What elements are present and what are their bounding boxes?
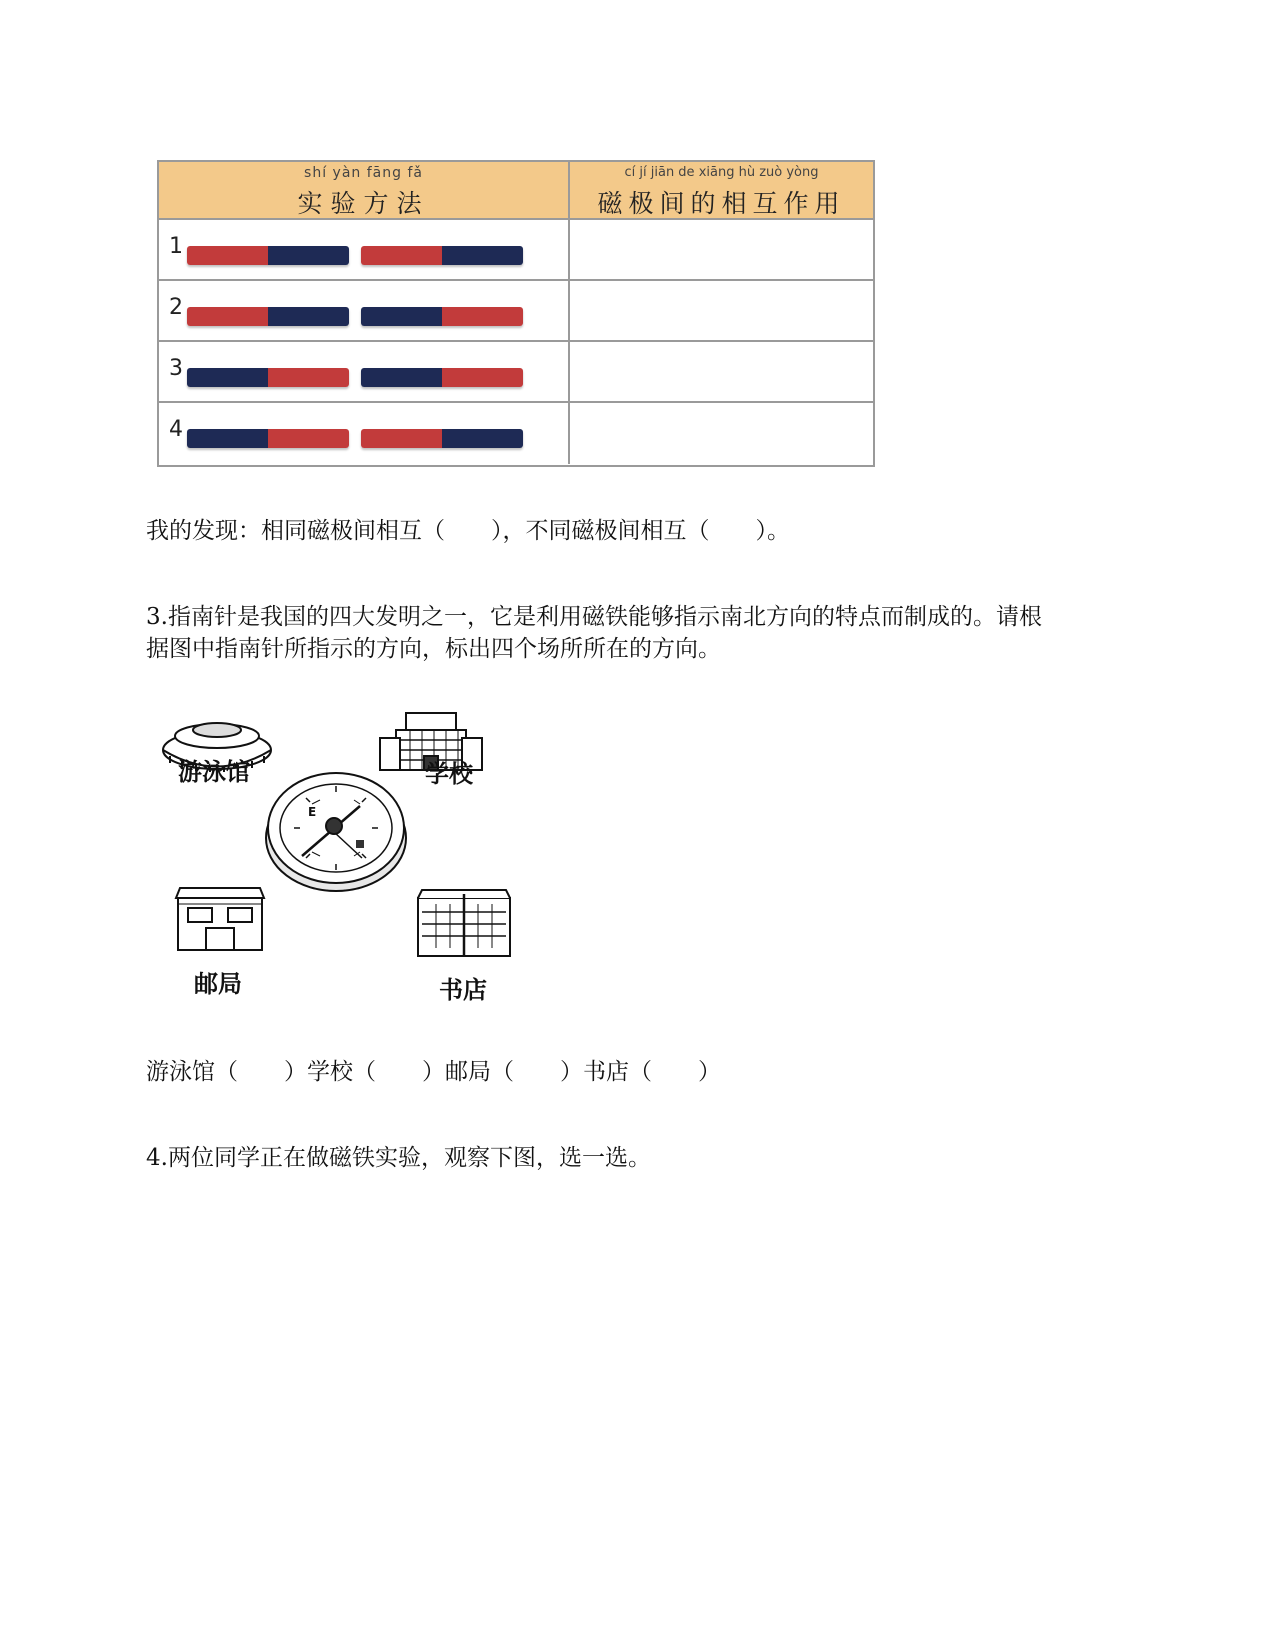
row-number: 3 xyxy=(169,356,183,381)
interaction-answer-cell[interactable] xyxy=(570,403,873,464)
bar-magnet-icon xyxy=(187,368,349,387)
table-row xyxy=(159,403,873,464)
experiment-method-cell xyxy=(159,281,570,340)
header-right-pinyin: cí jí jiān de xiāng hù zuò yòng xyxy=(624,165,819,180)
question-4: 4.两位同学正在做磁铁实验，观察下图，选一选。 xyxy=(146,1145,651,1171)
header-left-title: 实验方法 xyxy=(297,189,430,218)
table-row xyxy=(159,281,873,342)
header-right-title: 磁极间的相互作用 xyxy=(597,189,846,218)
row-number: 1 xyxy=(169,234,183,259)
experiment-method-cell xyxy=(159,220,570,279)
label-school: 学校 xyxy=(425,760,473,788)
interaction-answer-cell[interactable] xyxy=(570,342,873,401)
bar-magnet-icon xyxy=(361,368,523,387)
question-3-line-1: 3.指南针是我国的四大发明之一，它是利用磁铁能够指示南北方向的特点而制成的。请根 xyxy=(146,604,1042,630)
question-3-line-2: 据图中指南针所指示的方向，标出四个场所所在的方向。 xyxy=(146,636,721,662)
post-office-icon xyxy=(176,888,264,950)
compass-icon xyxy=(266,773,406,891)
answer-line: 游泳馆（ ）学校（ ）邮局（ ）书店（ ） xyxy=(146,1059,721,1085)
bookstore-icon xyxy=(418,890,510,956)
bar-magnet-icon xyxy=(187,246,349,265)
label-post-office: 邮局 xyxy=(194,970,242,998)
label-bookstore: 书店 xyxy=(439,976,487,1004)
experiment-method-cell xyxy=(159,403,570,464)
interaction-answer-cell[interactable] xyxy=(570,220,873,279)
table-row xyxy=(159,220,873,281)
compass-map-illustration xyxy=(160,708,550,1038)
compass-letter: E xyxy=(308,805,317,819)
magnet-experiment-table xyxy=(157,160,875,467)
bar-magnet-icon xyxy=(361,246,523,265)
header-pole-interaction xyxy=(570,162,873,220)
bar-magnet-icon xyxy=(361,307,523,326)
header-experiment-method xyxy=(159,162,570,220)
bar-magnet-icon xyxy=(187,307,349,326)
experiment-method-cell xyxy=(159,342,570,401)
row-number: 4 xyxy=(169,417,183,442)
interaction-answer-cell[interactable] xyxy=(570,281,873,340)
bar-magnet-icon xyxy=(187,429,349,448)
bar-magnet-icon xyxy=(361,429,523,448)
row-number: 2 xyxy=(169,295,183,320)
finding-sentence: 我的发现：相同磁极间相互（ ），不同磁极间相互（ ）。 xyxy=(146,518,790,544)
table-row xyxy=(159,342,873,403)
label-swimming-pool: 游泳馆 xyxy=(178,758,250,786)
header-left-pinyin: shí yàn fāng fǎ xyxy=(304,165,423,181)
